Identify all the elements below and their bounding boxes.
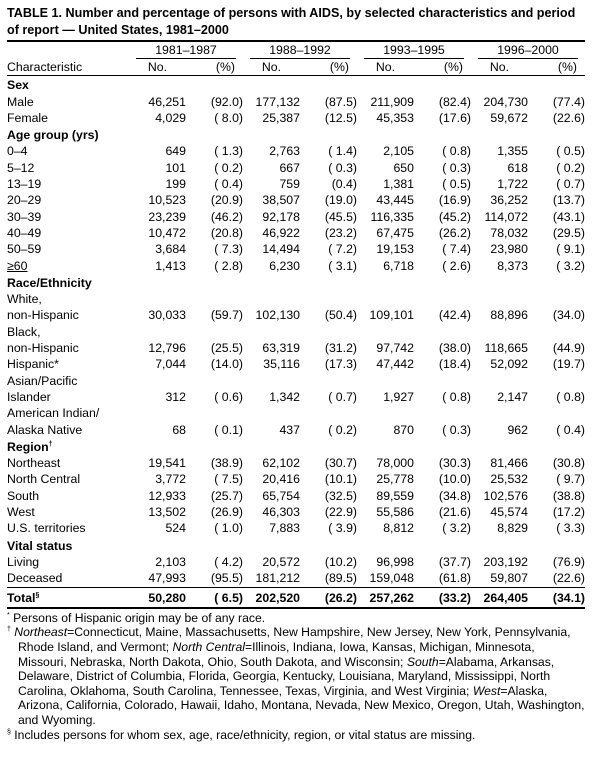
count-header: No. <box>129 59 186 76</box>
period-header: 1993–1995 <box>357 41 471 59</box>
total-row <box>7 587 585 608</box>
count-cell: 20,572 <box>262 554 300 569</box>
footnote-mark: § <box>7 728 11 736</box>
percent-cell: ( 0.8) <box>442 144 471 159</box>
percent-cell: (30.3) <box>438 456 471 471</box>
footnote <box>7 611 585 626</box>
table-row <box>7 471 585 487</box>
count-cell: 204,730 <box>483 94 528 109</box>
percent-cell: ( 3.9) <box>328 521 357 536</box>
row-label: Northeast <box>7 456 61 471</box>
count-cell: 101 <box>165 160 186 175</box>
footnotes <box>7 611 585 742</box>
section-header-row <box>7 76 585 94</box>
count-cell: 1,722 <box>497 177 528 192</box>
count-cell: 67,475 <box>376 225 414 240</box>
count-cell: 59,807 <box>490 571 528 586</box>
row-label: 50–59 <box>7 242 42 257</box>
percent-cell: (87.5) <box>324 94 357 109</box>
footnote-text: Persons of Hispanic origin may be of any race. <box>9 610 266 625</box>
characteristic-header: Characteristic <box>7 59 129 76</box>
count-cell: 962 <box>507 422 528 437</box>
total-count-cell: 257,262 <box>357 587 414 608</box>
section-title: Vital status <box>7 538 73 553</box>
total-label: Total§ <box>7 587 129 608</box>
row-label: Female <box>7 110 49 125</box>
footnote-mark: † <box>7 626 11 634</box>
percent-cell: (26.2) <box>438 225 471 240</box>
count-cell: 116,335 <box>370 209 414 224</box>
table-row <box>7 110 585 126</box>
table-row <box>7 225 585 241</box>
footnote-mark: * <box>7 611 10 619</box>
count-cell: 759 <box>279 177 300 192</box>
section-header-row <box>7 274 585 291</box>
footnote-text: =Illinois, Indiana, Iowa, Kansas, Michigan, Minnesota, Missouri, Nebraska, North Dakota, Ohio, South Dakota, and Wisconsin; <box>18 639 535 669</box>
count-cell: 47,442 <box>376 357 414 372</box>
percent-cell: (34.8) <box>438 488 471 503</box>
count-cell: 7,883 <box>269 521 300 536</box>
count-cell: 78,032 <box>490 225 528 240</box>
count-cell: 3,684 <box>155 242 186 257</box>
count-cell: 6,230 <box>269 258 300 273</box>
row-label: 13–19 <box>7 177 42 192</box>
period-header: 1996–2000 <box>471 41 585 59</box>
percent-cell: (34.0) <box>552 308 585 323</box>
percent-cell: (32.5) <box>324 488 357 503</box>
percent-cell: ( 7.3) <box>214 242 243 257</box>
row-label: ≥60 <box>7 258 28 273</box>
percent-cell: (95.5) <box>210 571 243 586</box>
count-cell: 63,319 <box>262 341 300 356</box>
percent-cell: (10.2) <box>324 554 357 569</box>
percent-cell: (0.4) <box>331 177 357 192</box>
percent-cell: (20.8) <box>210 225 243 240</box>
count-cell: 437 <box>279 422 300 437</box>
table-body <box>7 76 585 608</box>
percent-cell: (17.2) <box>552 505 585 520</box>
percent-header: (%) <box>186 59 243 76</box>
table-row <box>7 340 585 356</box>
count-cell: 23,980 <box>490 242 528 257</box>
percent-cell: ( 3.1) <box>328 258 357 273</box>
count-cell: 96,998 <box>376 554 414 569</box>
percent-header: (%) <box>528 59 585 76</box>
percent-cell: ( 3.3) <box>556 521 585 536</box>
percent-cell: ( 0.2) <box>214 160 243 175</box>
total-percent-cell: ( 6.5) <box>186 587 243 608</box>
count-cell: 177,132 <box>255 94 300 109</box>
row-label: Male <box>7 94 34 109</box>
percent-cell: (20.9) <box>210 193 243 208</box>
count-cell: 20,416 <box>262 472 300 487</box>
count-header: No. <box>471 59 528 76</box>
percent-cell: ( 3.2) <box>556 258 585 273</box>
count-cell: 8,812 <box>383 521 414 536</box>
percent-cell: ( 0.5) <box>556 144 585 159</box>
count-cell: 65,754 <box>262 488 300 503</box>
percent-cell: (19.7) <box>552 357 585 372</box>
document-page <box>7 5 585 742</box>
percent-cell: (23.2) <box>324 225 357 240</box>
percent-cell: ( 0.5) <box>442 177 471 192</box>
percent-cell: (26.9) <box>210 505 243 520</box>
table-row <box>7 405 585 421</box>
count-cell: 36,252 <box>490 193 528 208</box>
percent-cell: (31.2) <box>324 341 357 356</box>
row-label: Hispanic* <box>7 357 59 372</box>
count-cell: 8,829 <box>497 521 528 536</box>
footnote-text: South <box>406 654 439 669</box>
percent-cell: ( 0.4) <box>556 422 585 437</box>
total-percent-cell: (26.2) <box>300 587 357 608</box>
percent-cell: ( 4.2) <box>214 554 243 569</box>
percent-cell: (22.9) <box>324 505 357 520</box>
table-row <box>7 94 585 110</box>
row-label: American Indian/ <box>7 406 100 421</box>
table-row <box>7 504 585 520</box>
count-cell: 46,922 <box>262 225 300 240</box>
percent-cell: (50.4) <box>324 308 357 323</box>
percent-cell: ( 9.1) <box>556 242 585 257</box>
section-title: Race/Ethnicity <box>7 275 92 290</box>
table-row <box>7 373 585 389</box>
count-cell: 23,239 <box>148 209 186 224</box>
row-label: South <box>7 488 40 503</box>
percent-cell: (21.6) <box>438 505 471 520</box>
count-cell: 1,413 <box>155 258 186 273</box>
percent-cell: ( 9.7) <box>556 472 585 487</box>
percent-cell: (30.8) <box>552 456 585 471</box>
count-cell: 78,000 <box>376 456 414 471</box>
footnote-text: Includes persons for whom sex, age, race/ethnicity, region, or vital status are missing. <box>10 727 476 742</box>
percent-cell: (18.4) <box>438 357 471 372</box>
count-cell: 181,212 <box>255 571 300 586</box>
percent-cell: (89.5) <box>324 571 357 586</box>
percent-cell: (37.7) <box>438 554 471 569</box>
percent-cell: ( 0.7) <box>556 177 585 192</box>
percent-cell: ( 7.4) <box>442 242 471 257</box>
percent-cell: (92.0) <box>210 94 243 109</box>
table-row <box>7 570 585 587</box>
count-cell: 2,763 <box>269 144 300 159</box>
count-cell: 199 <box>165 177 186 192</box>
count-cell: 25,778 <box>376 472 414 487</box>
count-cell: 10,472 <box>148 225 186 240</box>
footnote-text: West <box>472 683 501 698</box>
footnote-mark: † <box>48 440 53 448</box>
count-cell: 7,044 <box>155 357 186 372</box>
count-cell: 3,772 <box>155 472 186 487</box>
count-cell: 109,101 <box>369 308 414 323</box>
row-label: Deceased <box>7 571 63 586</box>
percent-cell: (22.6) <box>552 110 585 125</box>
count-cell: 649 <box>165 144 186 159</box>
row-label: 40–49 <box>7 225 42 240</box>
table-row <box>7 143 585 159</box>
footnote <box>7 728 585 743</box>
percent-cell: ( 0.7) <box>328 389 357 404</box>
percent-cell: (45.5) <box>324 209 357 224</box>
count-cell: 12,933 <box>148 488 186 503</box>
count-cell: 35,116 <box>263 357 300 372</box>
table-row <box>7 209 585 225</box>
percent-cell: ( 0.2) <box>556 160 585 175</box>
count-cell: 10,523 <box>148 193 186 208</box>
row-label: West <box>7 505 35 520</box>
count-cell: 46,251 <box>148 94 186 109</box>
section-header-row <box>7 126 585 143</box>
footnote-text: Northeast <box>14 625 68 640</box>
table-row <box>7 324 585 340</box>
count-cell: 19,153 <box>376 242 414 257</box>
total-count-cell: 202,520 <box>243 587 300 608</box>
percent-cell: (38.9) <box>210 456 243 471</box>
aids-table <box>7 40 585 609</box>
percent-cell: (76.9) <box>552 554 585 569</box>
row-label: Asian/Pacific <box>7 373 78 388</box>
count-cell: 38,507 <box>262 193 300 208</box>
percent-cell: (45.2) <box>438 209 471 224</box>
row-label: Living <box>7 554 40 569</box>
count-cell: 88,896 <box>490 308 528 323</box>
percent-cell: ( 0.3) <box>442 422 471 437</box>
percent-cell: (25.7) <box>210 488 243 503</box>
row-label: 0–4 <box>7 144 28 159</box>
percent-cell: (17.3) <box>324 357 357 372</box>
table-row <box>7 258 585 274</box>
count-cell: 524 <box>165 521 186 536</box>
footnote-text: North Central <box>172 639 245 654</box>
count-cell: 102,576 <box>483 488 528 503</box>
count-cell: 19,541 <box>148 456 186 471</box>
period-header: 1988–1992 <box>243 41 357 59</box>
count-cell: 97,742 <box>376 341 414 356</box>
percent-cell: (10.1) <box>324 472 357 487</box>
section-title: Region† <box>7 439 53 454</box>
count-cell: 52,092 <box>490 357 528 372</box>
percent-cell: ( 8.0) <box>214 110 243 125</box>
period-header-row <box>7 41 585 59</box>
count-cell: 1,927 <box>383 389 414 404</box>
count-cell: 89,559 <box>376 488 414 503</box>
table-title: TABLE 1. Number and percentage of persons with AIDS, by selected characteristics and period of report — United States, 1981–2000 <box>7 6 576 37</box>
period-header: 1981–1987 <box>129 41 243 59</box>
total-percent-cell: (34.1) <box>528 587 585 608</box>
percent-cell: (82.4) <box>438 94 471 109</box>
percent-cell: (29.5) <box>552 225 585 240</box>
percent-cell: ( 0.4) <box>214 177 243 192</box>
table-row <box>7 422 585 438</box>
section-title: Age group (yrs) <box>7 128 99 143</box>
percent-cell: ( 1.0) <box>214 521 243 536</box>
count-cell: 25,532 <box>490 472 528 487</box>
count-cell: 45,353 <box>376 110 414 125</box>
table-row <box>7 291 585 307</box>
count-cell: 1,355 <box>497 144 528 159</box>
count-cell: 312 <box>165 389 186 404</box>
table-row <box>7 554 585 570</box>
percent-cell: ( 1.4) <box>328 144 357 159</box>
percent-cell: (16.9) <box>438 193 471 208</box>
count-cell: 1,381 <box>383 177 414 192</box>
count-cell: 30,033 <box>148 308 186 323</box>
total-count-cell: 50,280 <box>129 587 186 608</box>
percent-cell: (10.0) <box>438 472 471 487</box>
count-cell: 68 <box>172 422 186 437</box>
row-label: North Central <box>7 472 81 487</box>
count-cell: 2,103 <box>155 554 186 569</box>
footnote-text: =Alaska, Arizona, California, Colorado, Hawaii, Idaho, Montana, Nevada, New Mexico, Oregon, Utah, Washington, and Wyoming. <box>18 683 585 727</box>
percent-cell: (25.5) <box>210 341 243 356</box>
footnote-text: =Connecticut, Maine, Massachusetts, New Hampshire, New Jersey, New York, Pennsylvania, Rhode Island, and Vermont; <box>18 625 571 654</box>
section-header-row <box>7 438 585 455</box>
percent-cell: (42.4) <box>438 308 471 323</box>
count-cell: 114,072 <box>484 209 528 224</box>
percent-cell: ( 0.3) <box>442 160 471 175</box>
percent-cell: (38.8) <box>552 488 585 503</box>
count-header: No. <box>243 59 300 76</box>
count-cell: 92,178 <box>262 209 300 224</box>
percent-cell: (14.0) <box>210 357 243 372</box>
percent-cell: ( 7.2) <box>328 242 357 257</box>
count-cell: 650 <box>393 160 414 175</box>
column-header-row <box>7 59 585 76</box>
row-label: 30–39 <box>7 209 42 224</box>
count-cell: 43,445 <box>376 193 414 208</box>
percent-cell: ( 7.5) <box>214 472 243 487</box>
percent-header: (%) <box>414 59 471 76</box>
percent-cell: (59.7) <box>210 308 243 323</box>
percent-cell: ( 0.8) <box>442 389 471 404</box>
row-label: Black, <box>7 324 41 339</box>
table-row <box>7 455 585 471</box>
percent-cell: (46.2) <box>210 209 243 224</box>
table-row <box>7 307 585 323</box>
count-cell: 12,796 <box>148 341 186 356</box>
percent-cell: ( 0.1) <box>214 422 243 437</box>
count-cell: 13,502 <box>148 505 186 520</box>
table-row <box>7 241 585 257</box>
percent-cell: ( 0.8) <box>556 389 585 404</box>
row-label: 20–29 <box>7 193 42 208</box>
count-cell: 55,586 <box>376 505 414 520</box>
percent-cell: (22.6) <box>552 571 585 586</box>
percent-cell: ( 0.3) <box>328 160 357 175</box>
total-percent-cell: (33.2) <box>414 587 471 608</box>
table-row <box>7 520 585 536</box>
percent-cell: (13.7) <box>552 193 585 208</box>
count-cell: 2,105 <box>383 144 414 159</box>
count-header: No. <box>357 59 414 76</box>
count-cell: 6,718 <box>383 258 414 273</box>
percent-cell: (30.7) <box>324 456 357 471</box>
count-cell: 46,303 <box>262 505 300 520</box>
count-cell: 4,029 <box>155 110 186 125</box>
section-header-row <box>7 537 585 554</box>
count-cell: 870 <box>393 422 414 437</box>
row-label: White, <box>7 292 42 307</box>
count-cell: 8,373 <box>497 258 528 273</box>
percent-cell: ( 1.3) <box>214 144 243 159</box>
row-label: 5–12 <box>7 160 35 175</box>
row-label: Islander <box>7 389 51 404</box>
count-cell: 618 <box>507 160 528 175</box>
percent-cell: (12.5) <box>324 110 357 125</box>
count-cell: 25,387 <box>262 110 300 125</box>
row-label: non-Hispanic <box>7 341 79 356</box>
percent-cell: ( 0.2) <box>328 422 357 437</box>
total-count-cell: 264,405 <box>471 587 528 608</box>
percent-cell: (61.8) <box>438 571 471 586</box>
table-row <box>7 389 585 405</box>
percent-cell: (19.0) <box>324 193 357 208</box>
footnote <box>7 625 585 727</box>
row-label: Alaska Native <box>7 422 83 437</box>
percent-cell: (38.0) <box>438 341 471 356</box>
count-cell: 118,665 <box>484 341 528 356</box>
footnote-text: =Alabama, Arkansas, Delaware, District of Columbia, Florida, Georgia, Kentucky, Louisiana, Maryland, Mississippi, North Carolina, Oklahoma, South Carolina, Tennessee, Texas, Virginia, and West Virginia; <box>18 654 555 698</box>
count-cell: 81,466 <box>490 456 528 471</box>
row-label: non-Hispanic <box>7 308 79 323</box>
table-row <box>7 160 585 176</box>
section-title: Sex <box>7 78 29 93</box>
count-cell: 211,909 <box>370 94 414 109</box>
count-cell: 14,494 <box>262 242 300 257</box>
count-cell: 62,102 <box>262 456 300 471</box>
count-cell: 47,993 <box>148 571 186 586</box>
percent-cell: ( 0.6) <box>214 389 243 404</box>
percent-header: (%) <box>300 59 357 76</box>
table-row <box>7 488 585 504</box>
percent-cell: (43.1) <box>552 209 585 224</box>
footnote-mark: § <box>35 591 40 599</box>
row-label: U.S. territories <box>7 521 86 536</box>
count-cell: 159,048 <box>369 571 414 586</box>
count-cell: 45,574 <box>490 505 528 520</box>
table-row <box>7 356 585 372</box>
count-cell: 102,130 <box>255 308 300 323</box>
count-cell: 667 <box>279 160 300 175</box>
percent-cell: (44.9) <box>552 341 585 356</box>
percent-cell: (77.4) <box>552 94 585 109</box>
percent-cell: ( 2.8) <box>214 258 243 273</box>
percent-cell: (17.6) <box>438 110 471 125</box>
count-cell: 59,672 <box>490 110 528 125</box>
table-row <box>7 176 585 192</box>
count-cell: 203,192 <box>483 554 528 569</box>
count-cell: 1,342 <box>269 389 300 404</box>
percent-cell: ( 2.6) <box>442 258 471 273</box>
percent-cell: ( 3.2) <box>442 521 471 536</box>
count-cell: 2,147 <box>497 389 528 404</box>
table-row <box>7 192 585 208</box>
